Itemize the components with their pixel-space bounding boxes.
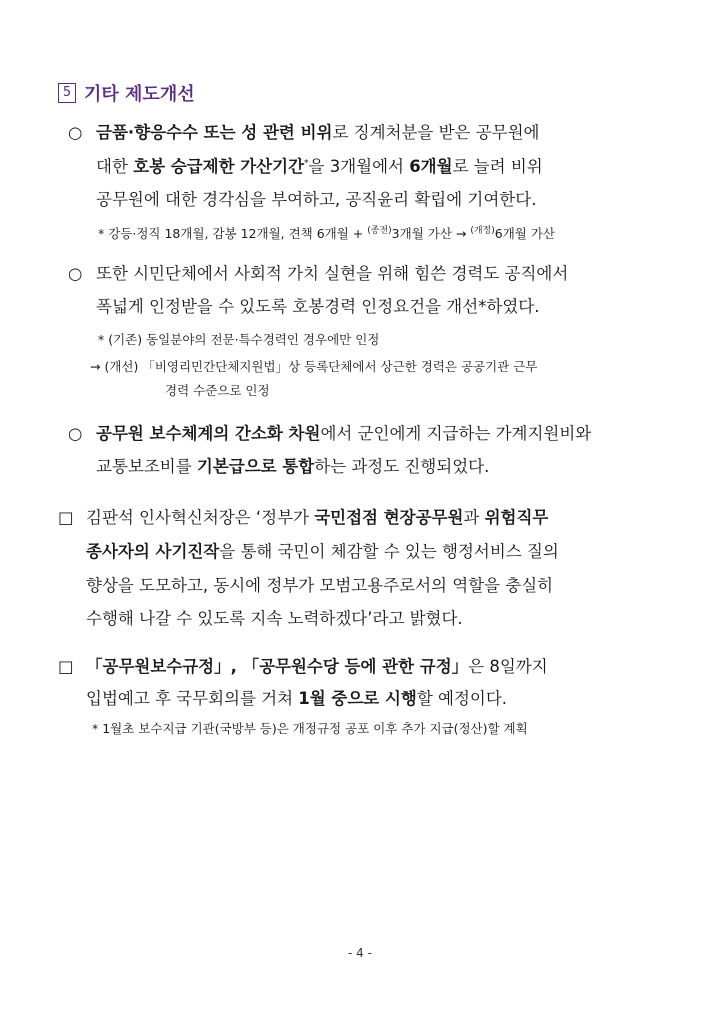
bullet2-line1: ○ 또한 시민단체에서 사회적 가치 실현을 위해 힘쓴 경력도 공직에서 xyxy=(68,264,569,283)
square-bullet-icon: □ xyxy=(58,508,74,527)
bullet2-note2: → (개선) 「비영리민간단체지원법」상 등록단체에서 상근한 경력은 공공기관 근무 xyxy=(90,359,538,374)
circle-bullet-icon: ○ xyxy=(68,123,83,142)
para2-note: * 1월초 보수지급 기관(국방부 등)은 개정규정 공포 이후 추가 지급(정산)할 계획 xyxy=(92,721,528,736)
para1-line2: 종사자의 사기진작을 통해 국민이 체감할 수 있는 행정서비스 질의 xyxy=(86,542,559,561)
section-title: 기타 제도개선 xyxy=(84,84,195,105)
bullet2-note1: * (기존) 동일분야의 전문·특수경력인 경우에만 인정 xyxy=(98,332,380,347)
para2-line1: □ 「공무원보수규정」, 「공무원수당 등에 관한 규정」은 8일까지 xyxy=(58,657,548,676)
para1-line4: 수행해 나갈 수 있도록 지속 노력하겠다’라고 밝혔다. xyxy=(86,609,463,628)
bullet3-line2: 교통보조비를 기본급으로 통합하는 과정도 진행되었다. xyxy=(96,457,490,476)
para1-line1: □ 김판석 인사혁신처장은 ‘정부가 국민접점 현장공무원과 위험직무 xyxy=(58,508,549,527)
bullet1-note: * 강등·정직 18개월, 감봉 12개월, 견책 6개월 + $^{(종전)}$3개월 가산 → $^{(개정)}$6개월 가산 xyxy=(98,225,555,241)
bullet3-line1: ○ 공무원 보수체계의 간소화 차원에서 군인에게 지급하는 가계지원비와 xyxy=(68,424,592,443)
para2-line2: 입법예고 후 국무회의를 거쳐 1월 중으로 시행할 예정이다. xyxy=(86,689,508,708)
section-number-box: 5 xyxy=(58,83,76,103)
square-bullet-icon: □ xyxy=(58,657,74,676)
bullet1-line1: ○ 금품·향응수수 또는 성 관련 비위로 징계처분을 받은 공무원에 xyxy=(68,123,540,142)
circle-bullet-icon: ○ xyxy=(68,264,83,283)
bullet1-bold: 금품·향응수수 또는 성 관련 비위 xyxy=(96,123,333,142)
bullet2-line2: 폭넓게 인정받을 수 있도록 호봉경력 인정요건을 개선*하였다. xyxy=(96,297,540,316)
bullet1-line3: 공무원에 대한 경각심을 부여하고, 공직윤리 확립에 기여한다. xyxy=(96,190,537,209)
section-heading xyxy=(58,80,195,106)
bullet2-note3: 경력 수준으로 인정 xyxy=(165,383,270,398)
page-number: - 4 - xyxy=(348,946,372,960)
para1-line3: 향상을 도모하고, 동시에 정부가 모범고용주로서의 역할을 충실히 xyxy=(86,576,554,595)
circle-bullet-icon: ○ xyxy=(68,424,83,443)
bullet1-line2: 대한 호봉 승급제한 가산기간*을 3개월에서 6개월로 늘려 비위 xyxy=(96,157,543,176)
